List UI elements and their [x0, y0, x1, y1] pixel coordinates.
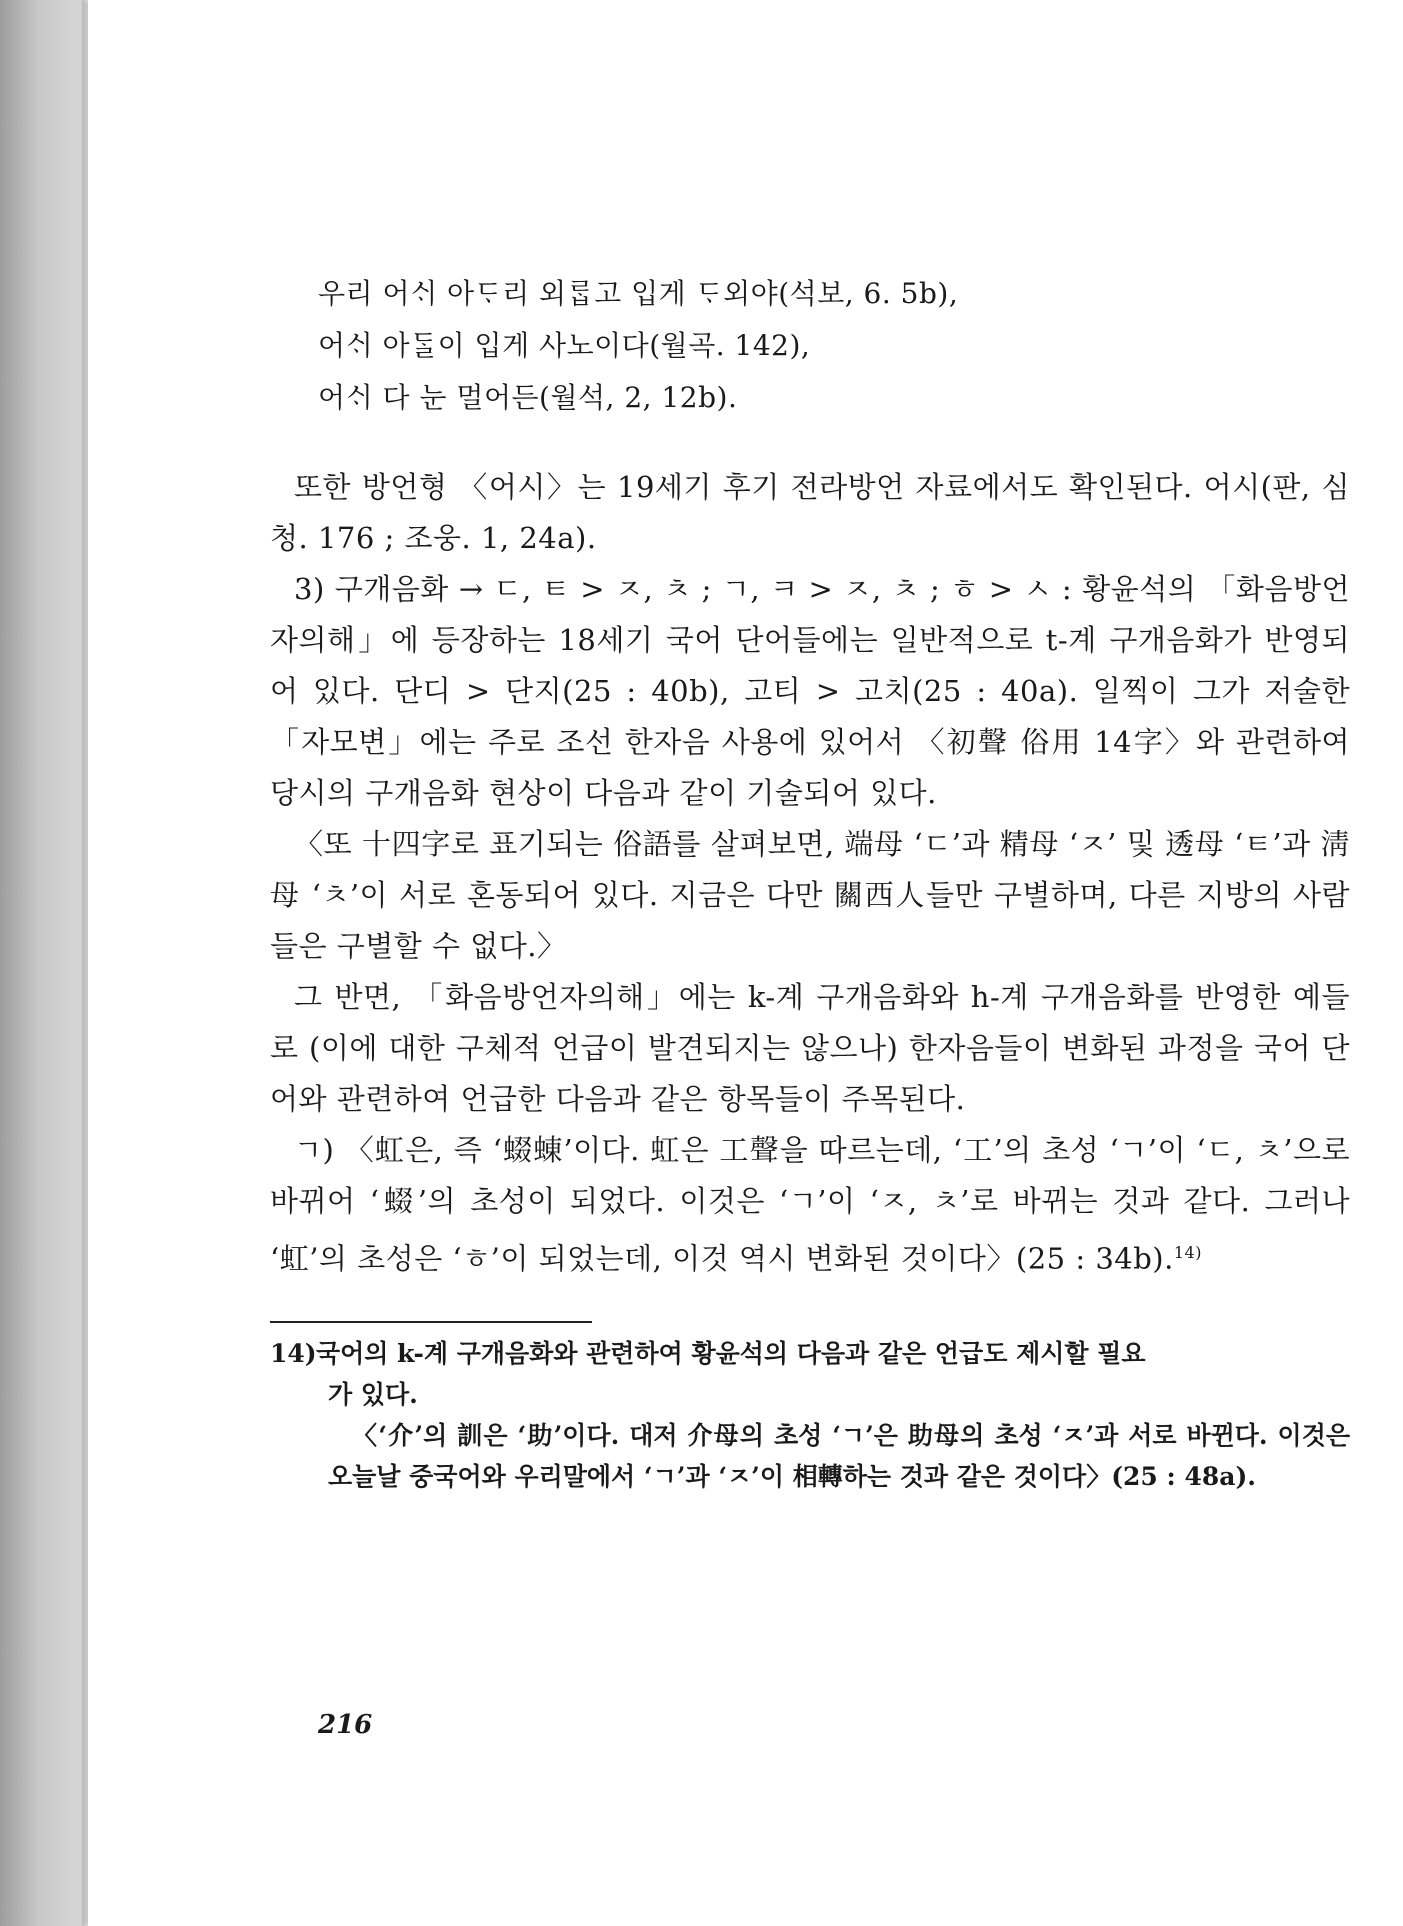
footnote-reference: 14)	[1173, 1243, 1202, 1262]
quoted-examples	[318, 268, 1350, 424]
footnote-quote: 〈‘介’의 訓은 ‘助’이다. 대저 介母의 초성 ‘ㄱ’은 助母의 초성 ‘ㅈ’과 서로 바뀐다. 이것은 오늘날 중국어와 우리말에서 ‘ㄱ’과 ‘ㅈ’이 相轉하는 것과 같은 것이다〉(25 : 48a).	[328, 1420, 1350, 1491]
quote-line-2: 어ᄉᆡ 아ᄃᆞᆯ이 입게 사노이다(월곡. 142),	[318, 329, 811, 362]
example-rainbow-text: ㄱ) 〈虹은, 즉 ‘蝃蝀’이다. 虹은 工聲을 따르는데, ‘工’의 초성 ‘ㄱ’이 ‘ㄷ, ㅊ’으로 바뀌어 ‘蝃’의 초성이 되었다. 이것은 ‘ㄱ’이 ‘ㅈ, ㅊ’로 바뀌는 것과 같다. 그러나 ‘虹’의 초성은 ‘ㅎ’이 되었는데, 이것 역시 변화된 것이다〉(25 : 34b).	[270, 1133, 1350, 1276]
footnote-text-line-2: 가 있다.	[328, 1379, 418, 1409]
quote-line-1: 우리 어ᄉᆡ 아ᄃᆞ리 외ᄅᆞᆸ고 입게 ᄃᆞ외야(석보, 6. 5b),	[318, 277, 959, 310]
paragraph-palatalization: 3) 구개음화 → ㄷ, ㅌ > ㅈ, ㅊ ; ㄱ, ㅋ > ㅈ, ㅊ ; ㅎ > ㅅ : 황윤석의 「화음방언자의해」에 등장하는 18세기 국어 단어들에는 일반적으로 t-계 구개음화가 반영되어 있다. 단디 > 단지(25 : 40b), 고티 > 고치(25 : 40a). 일찍이 그가 저술한 「자모변」에는 주로 조선 한자음 사용에 있어서 〈初聲 俗用 14字〉와 관련하여 당시의 구개음화 현상이 다음과 같이 기술되어 있다.	[270, 572, 1350, 810]
paragraph-dialect-form: 또한 방언형 〈어시〉는 19세기 후기 전라방언 자료에서도 확인된다. 어시(판, 심청. 176 ; 조웅. 1, 24a).	[270, 470, 1350, 555]
quote-line-3: 어ᄉᆡ 다 눈 멀어든(월석, 2, 12b).	[318, 381, 738, 414]
footnote-14	[270, 1333, 1350, 1374]
book-spine	[0, 0, 88, 1926]
footnote-text-line-1: 국어의 k-계 구개음화와 관련하여 황윤석의 다음과 같은 언급도 제시할 필요	[316, 1338, 1146, 1368]
paragraph-example-rainbow	[270, 1125, 1350, 1285]
page-number: 216	[318, 1710, 373, 1740]
footnote-number: 14)	[270, 1338, 317, 1368]
footnote-divider	[270, 1321, 592, 1323]
book-page	[88, 0, 1403, 1926]
paragraph-k-h-palatalization: 그 반면, 「화음방언자의해」에는 k-계 구개음화와 h-계 구개음화를 반영한 예들로 (이에 대한 구체적 언급이 발견되지는 않으나) 한자음들이 변화된 과정을 국어 단어와 관련하여 언급한 다음과 같은 항목들이 주목된다.	[270, 980, 1350, 1116]
paragraph-quote-fourteen-chars: 〈또 十四字로 표기되는 俗語를 살펴보면, 端母 ‘ㄷ’과 精母 ‘ㅈ’ 및 透母 ‘ㅌ’과 淸母 ‘ㅊ’이 서로 혼동되어 있다. 지금은 다만 關西人들만 구별하며, 다른 지방의 사람들은 구별할 수 없다.〉	[270, 827, 1350, 963]
page-content	[270, 268, 1350, 1497]
